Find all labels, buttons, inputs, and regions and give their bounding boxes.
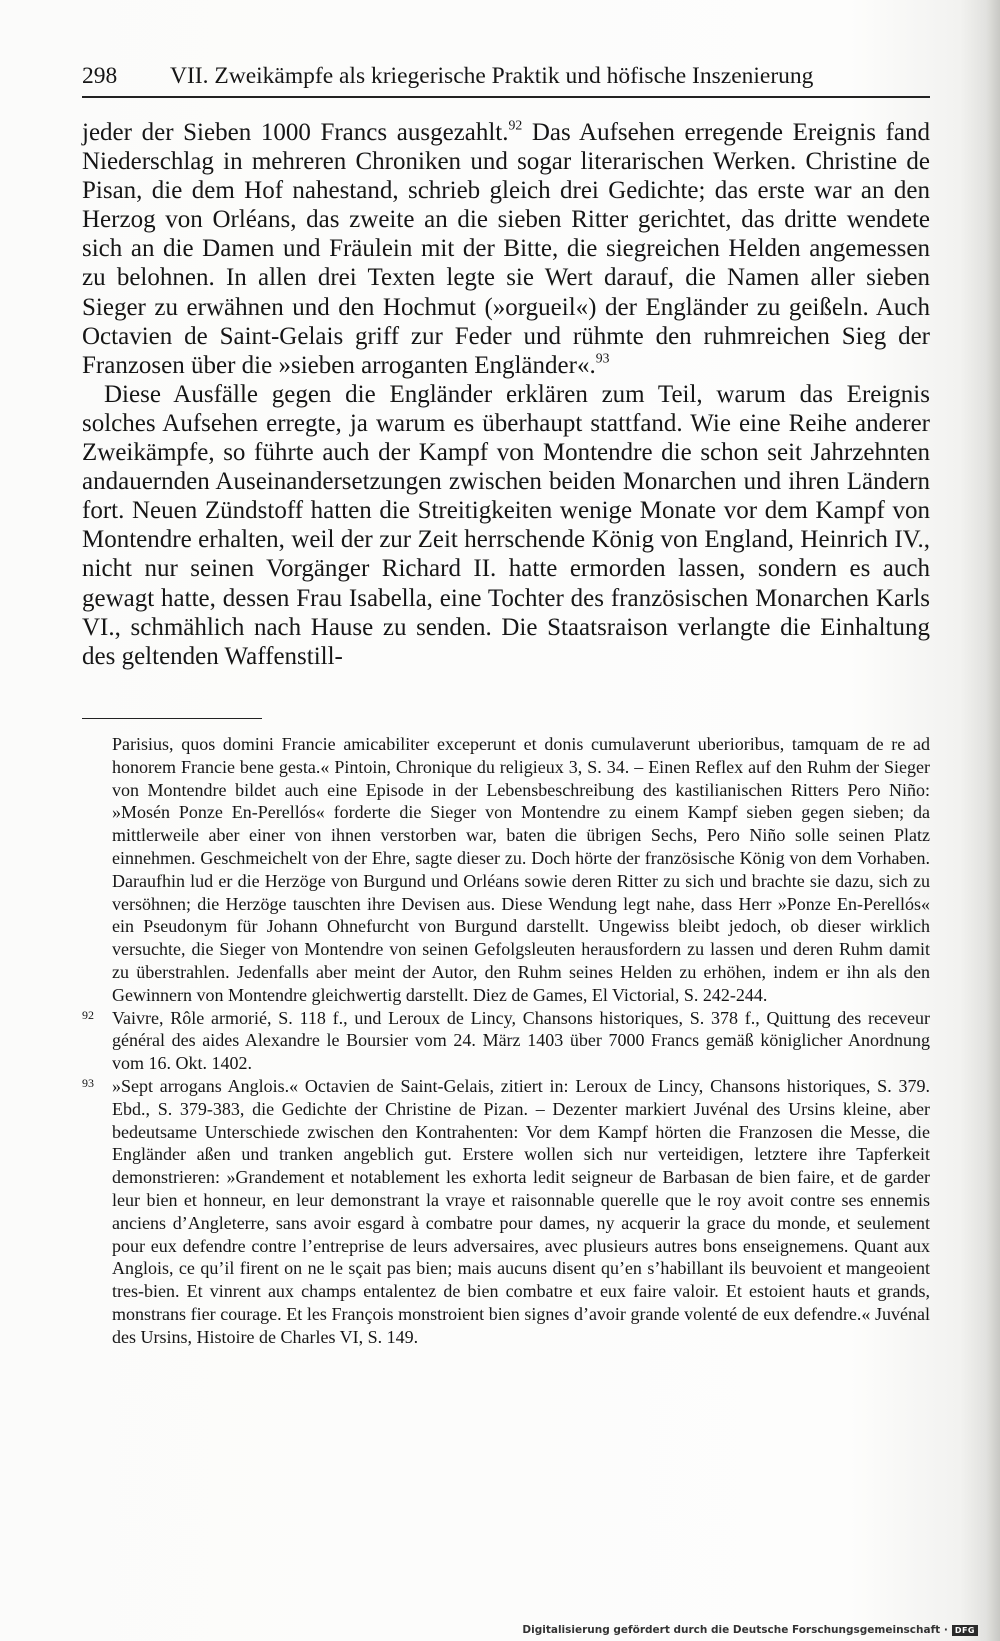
footnote-number: 92: [82, 1007, 94, 1022]
footnote-92: 92 Vaivre, Rôle armorié, S. 118 f., und Leroux de Lincy, Chansons historiques, S. 378 f., Quittung des receveur général des aides Alexandre le Boursier vom 24. März 1403 über 7000 Francs gemäß königlicher Anordnung vom 16. Okt. 1402.: [82, 1007, 930, 1074]
running-header: [82, 56, 930, 98]
paragraph-2: Diese Ausfälle gegen die Engländer erklären zum Teil, warum das Ereignis solches Aufsehen erregte, ja warum es überhaupt stattfand. Wie eine Reihe anderer Zweikämpfe, so führte auch der Kampf von Montendre die schon seit Jahrzehnten andauernden Auseinandersetzungen zwischen beiden Monarchen und ihren Ländern fort. Neuen Zündstoff hatten die Streitigkeiten wenige Monate vor dem Kampf von Montendre erhalten, weil der zur Zeit herrschende König von England, Heinrich IV., nicht nur seinen Vorgänger Richard II. hatte ermorden lassen, sondern es auch gewagt hatte, dessen Frau Isabella, eine Tochter des französischen Monarchen Karls VI., schmählich nach Hause zu senden. Die Staatsraison verlangte die Einhaltung des geltenden Waffenstill-: [82, 380, 930, 670]
footnotes: [82, 733, 930, 1349]
dfg-logo-icon: DFG: [952, 1625, 978, 1636]
page-number: 298: [82, 63, 118, 89]
footnote-ref-93[interactable]: 93: [595, 350, 610, 366]
footnote-separator: [82, 718, 262, 719]
main-text: [82, 118, 930, 671]
footnote-continued: Parisius, quos domini Francie amicabiliter exceperunt et donis cumulaverunt uberioribus, tamquam de re ad honorem Francie bene gesta.« Pintoin, Chronique du religieux 3, S. 34. – Einen Reflex auf den Ruhm der Sieger von Montendre bildet auch eine Episode in der Lebensbeschreibung des kastilianischen Ritters Pero Niño: »Mosén Ponze En-Perellós« forderte die Sieger von Montendre zu einem Kampf sieben gegen sieben; da mittlerweile aber einer von ihnen verstorben war, baten die übrigen Sechs, Pero Niño solle seinen Platz einnehmen. Geschmeichelt von der Ehre, sagte dieser zu. Doch hörte der französische König von dem Vorhaben. Daraufhin lud er die Herzöge von Burgund und Orléans sowie deren Ritter zu sich und brachte sie dazu, sich zu versöhnen; die Herzöge tauschten ihre Devisen aus. Diese Wendung legt nahe, dass Herr »Ponze En-Perellós« ein Pseudonym für Johann Ohnefurcht von Burgund darstellt. Ungewiss bleibt jedoch, ob dieser wirklich versuchte, die Sieger von Montendre von seinen Gefolgsleuten herausfordern zu lassen und deren Ruhm damit zu überstrahlen. Jedenfalls aber meint der Autor, den Ruhm seines Helden zu erhöhen, indem er ihn als den Gewinnern von Montendre gleichwertig darstellt. Diez de Games, El Victorial, S. 242-244.: [112, 734, 930, 1005]
footnote-number: 93: [82, 1075, 94, 1090]
paragraph-1: jeder der Sieben 1000 Francs ausgezahlt.$^{92}$ Das Aufsehen erregende Ereignis fand Niederschlag in mehreren Chroniken und sogar literarischen Werken. Christine de Pisan, die dem Hof nahestand, schrieb gleich drei Gedichte; das erste war an den Herzog von Orléans, das zweite an die sieben Ritter gerichtet, das dritte wendete sich an die Damen und Fräulein mit der Bitte, die siegreichen Helden angemessen zu belohnen. In allen drei Texten legte sie Wert darauf, die Namen aller sieben Sieger zu erwähnen und den Hochmut (»orgueil«) der Engländer zu geißeln. Auch Octavien de Saint-Gelais griff zur Feder und rühmte den ruhmreichen Sieg der Franzosen über die »sieben arroganten Engländer«.$^{93}$: [82, 117, 930, 379]
digitization-credit: Digitalisierung gefördert durch die Deutsche Forschungsgemeinschaft · DFG: [522, 1624, 978, 1636]
footnote-93: 93 »Sept arrogans Anglois.« Octavien de Saint-Gelais, zitiert in: Leroux de Lincy, Chansons historiques, S. 379. Ebd., S. 379-383, die Gedichte der Christine de Pizan. – Dezenter markiert Juvénal des Ursins kleine, aber bedeutsame Unterschiede zwischen den Kontrahenten: Vor dem Kampf hörten die Franzosen die Messe, die Engländer aßen und tranken angeblich gut. Erstere wollen sich nur verteidigen, letztere ihre Tapferkeit demonstrieren: »Grandement et notablement les exhorta ledit seigneur de Barbasan de bien faire, et de garder leur bien et honneur, en leur demonstrant la vraye et raisonnable querelle que le roy avoit contre ses ennemis anciens d’Angleterre, sans avoir esgard à combatre pour dames, ny acquerir la grace du monde, et seulement pour eux defendre contre l’entreprise de leurs adversaires, avec plusieurs autres bons enseignemens. Quant aux Anglois, ce qu’il firent on ne le sçait pas bien; mais aucuns disent qu’en s’habillant ils beuvoient et mangeoient tres-bien. Et vinrent aux champs entalentez de bien combatre et eux faire valoir. Et estoient hauts et grands, monstrans fier courage. Et les François monstroient bien signes d’avoir grande volenté de eux defendre.« Juvénal des Ursins, Histoire de Charles VI, S. 149.: [82, 1075, 930, 1347]
running-title: VII. Zweikämpfe als kriegerische Praktik und höfische Inszenierung: [170, 63, 814, 89]
book-gutter-shadow: [986, 0, 1000, 1641]
footnote-ref-92[interactable]: 92: [508, 117, 523, 133]
